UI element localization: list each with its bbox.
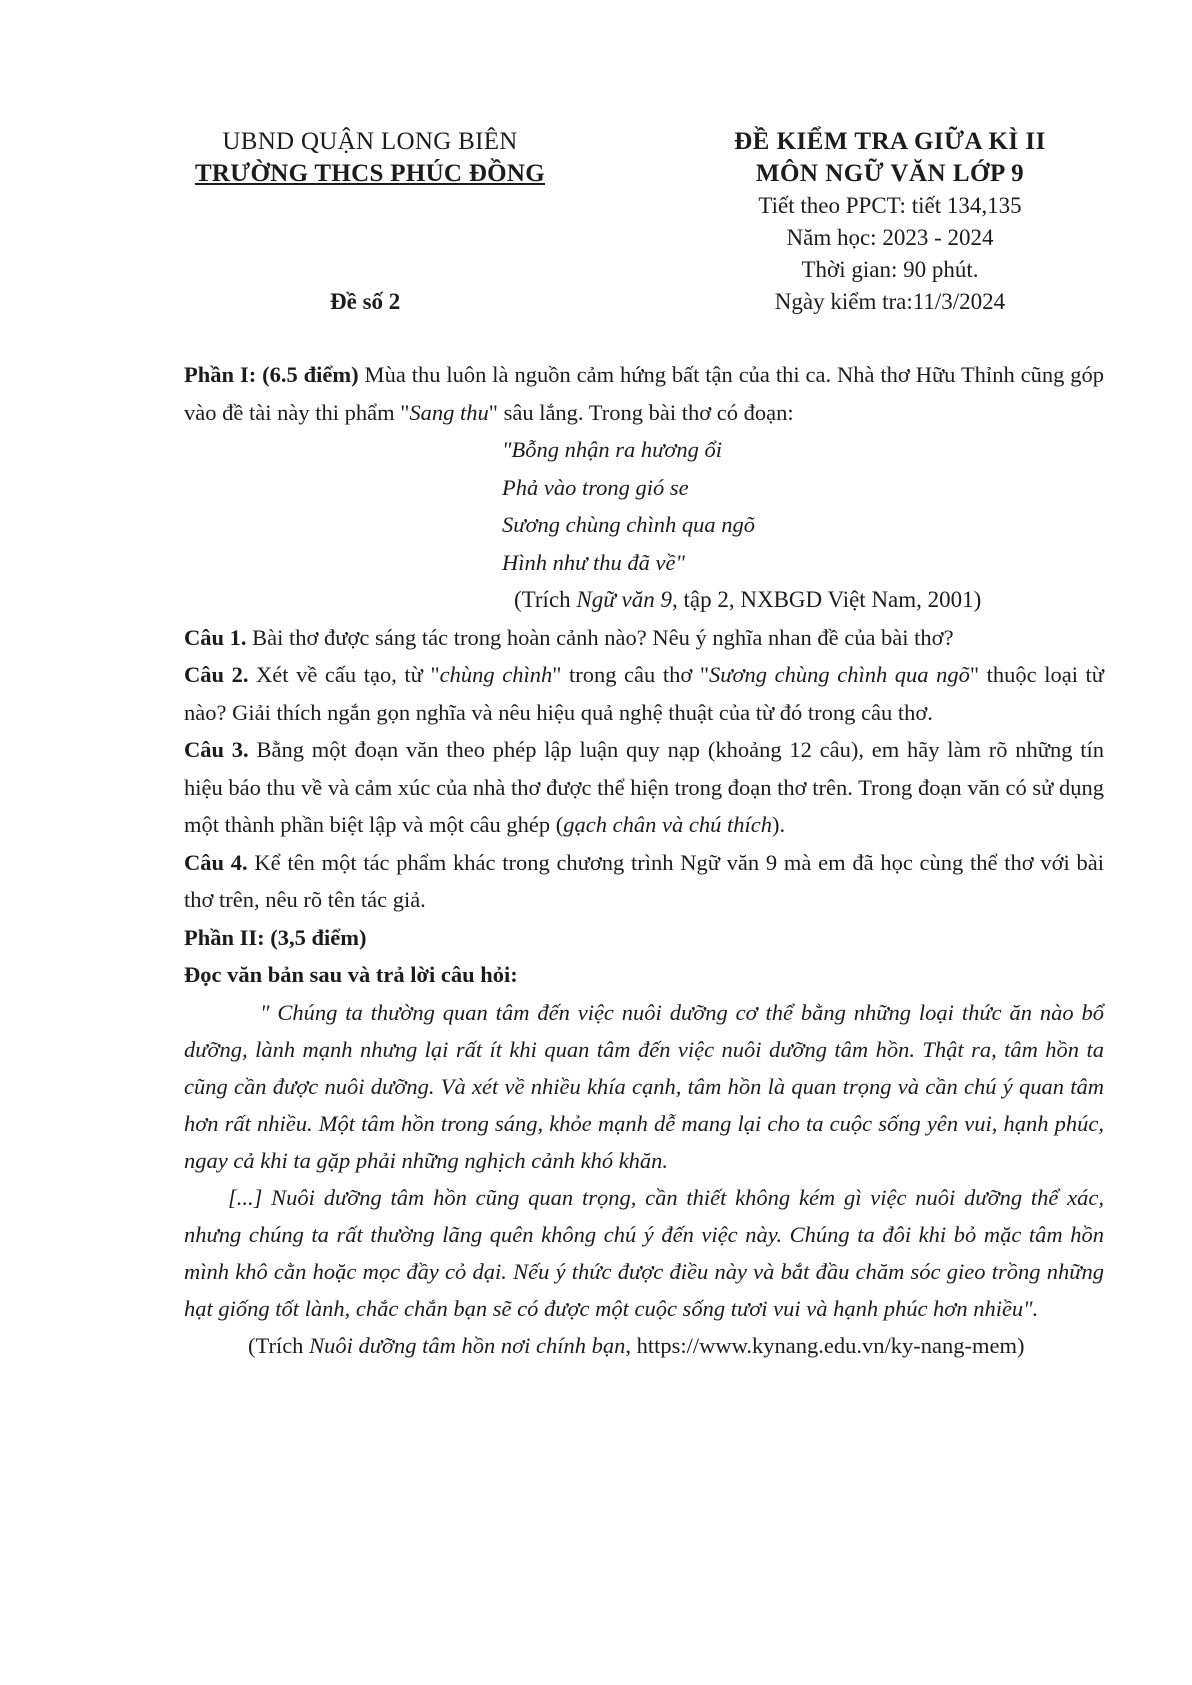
question-2-word: chùng chình <box>439 662 553 687</box>
question-2-text-c: " thuộc loại từ nào? Giải thích ngắn gọn nghĩa và nêu hiệu quả nghệ thuật của từ đó trong câu thơ. <box>184 662 1104 725</box>
reading-source <box>184 1327 1104 1364</box>
part1-intro-text-a: Mùa thu luôn là nguồn cảm hứng bất tận của thi ca. Nhà thơ Hữu Thỉnh cũng góp vào đề tài này thi phẩm " <box>184 362 1105 425</box>
poem-line: Hình như thu đã về" <box>502 549 685 575</box>
poem-source-title: Ngữ văn 9 <box>576 587 673 612</box>
question-2-text-a: Xét về cấu tạo, từ " <box>248 662 440 687</box>
part2-label: Phần II: (3,5 điểm) <box>184 924 367 950</box>
question-2-verse: Sương chùng chình qua ngõ <box>709 662 970 687</box>
question-1 <box>184 619 1104 657</box>
question-3 <box>184 731 1104 844</box>
question-3-text-b: ). <box>771 812 786 837</box>
exam-version: Đề số 2 <box>330 289 401 314</box>
exam-duration: Thời gian: 90 phút. <box>801 257 979 282</box>
poem-source-a: (Trích <box>514 587 577 612</box>
exam-title: ĐỀ KIỂM TRA GIỮA KÌ II <box>734 128 1046 155</box>
school-header <box>150 126 590 190</box>
part1-intro-text-b: " sâu lắng. Trong bài thơ có đoạn: <box>488 399 794 425</box>
reading-source-title: Nuôi dưỡng tâm hồn nơi chính bạn <box>309 1332 626 1358</box>
reading-paragraph-1: " Chúng ta thường quan tâm đến việc nuôi dưỡng cơ thể bằng những loại thức ăn nào bổ dưỡng, lành mạnh nhưng lại rất ít khi quan tâm đến việc nuôi dưỡng tâm hồn. Thật ra, tâm hồn ta cũng cần được nuôi dưỡng. Và xét về nhiều khía cạnh, tâm hồn là quan trọng và cần chú ý quan tâm hơn rất nhiều. Một tâm hồn trong sáng, khỏe mạnh dễ mang lại cho ta cuộc sống yên vui, hạnh phúc, ngay cả khi ta gặp phải những nghịch cảnh khó khăn. <box>184 999 1104 1173</box>
district-name: UBND QUẬN LONG BIÊN <box>222 128 518 155</box>
poem-line: Sương chùng chình qua ngõ <box>502 512 756 537</box>
question-3-note: gạch chân và chú thích <box>563 812 772 837</box>
exam-period: Tiết theo PPCT: tiết 134,135 <box>758 193 1022 218</box>
question-2-text-b: " trong câu thơ " <box>552 662 710 687</box>
poem-excerpt <box>184 431 1104 581</box>
poem-title: Sang thu <box>409 399 489 425</box>
question-4-text: Kể tên một tác phẩm khác trong chương trình Ngữ văn 9 mà em đã học cùng thể thơ với bài thơ trên, nêu rõ tên tác giả. <box>184 849 1105 912</box>
reading-source-b: , https://www.kynang.edu.vn/ky-nang-mem) <box>625 1332 1025 1358</box>
exam-header <box>690 126 1090 286</box>
question-1-text: Bài thơ được sáng tác trong hoàn cảnh nào? Nêu ý nghĩa nhan đề của bài thơ? <box>246 624 954 650</box>
poem-source <box>184 581 1104 619</box>
part1-label: Phần I: (6.5 điểm) <box>184 362 359 387</box>
question-2 <box>184 656 1104 731</box>
school-year: Năm học: 2023 - 2024 <box>786 225 994 250</box>
poem-line: Phả vào trong gió se <box>502 474 689 500</box>
school-name: TRƯỜNG THCS PHÚC ĐỒNG <box>194 160 546 187</box>
exam-body <box>184 356 1104 1364</box>
poem-source-b: , tập 2, NXBGD Việt Nam, 2001) <box>672 587 982 612</box>
question-4-label: Câu 4. <box>184 849 248 875</box>
question-3-label: Câu 3. <box>184 737 249 762</box>
question-2-label: Câu 2. <box>184 662 249 687</box>
poem-line: "Bỗng nhận ra hương ổi <box>502 437 722 462</box>
part2-instruction: Đọc văn bản sau và trả lời câu hỏi: <box>184 962 518 987</box>
exam-date: Ngày kiểm tra:11/3/2024 <box>774 289 1006 314</box>
reading-paragraph-2: [...] Nuôi dưỡng tâm hồn cũng quan trọng, cần thiết không kém gì việc nuôi dưỡng thể xác, nhưng chúng ta rất thường lãng quên không chú ý đến việc này. Chúng ta đôi khi bỏ mặc tâm hồn mình khô cằn hoặc mọc đầy cỏ dại. Nếu ý thức được điều này và bắt đầu chăm sóc gieo trồng những hạt giống tốt lành, chắc chắn bạn sẽ có được một cuộc sống tươi vui và hạnh phúc hơn nhiều". <box>184 1184 1104 1321</box>
exam-subject: MÔN NGỮ VĂN LỚP 9 <box>755 160 1025 187</box>
question-3-text-a: Bằng một đoạn văn theo phép lập luận quy nạp (khoảng 12 câu), em hãy làm rõ những tín hiệu báo thu về và cảm xúc của nhà thơ được thể hiện trong đoạn thơ trên. Trong đoạn văn có sử dụng một thành phần biệt lập và một câu ghép ( <box>184 737 1104 837</box>
part1-intro <box>184 356 1104 431</box>
reading-source-a: (Trích <box>248 1332 310 1358</box>
question-1-label: Câu 1. <box>184 624 247 650</box>
question-4 <box>184 844 1104 919</box>
